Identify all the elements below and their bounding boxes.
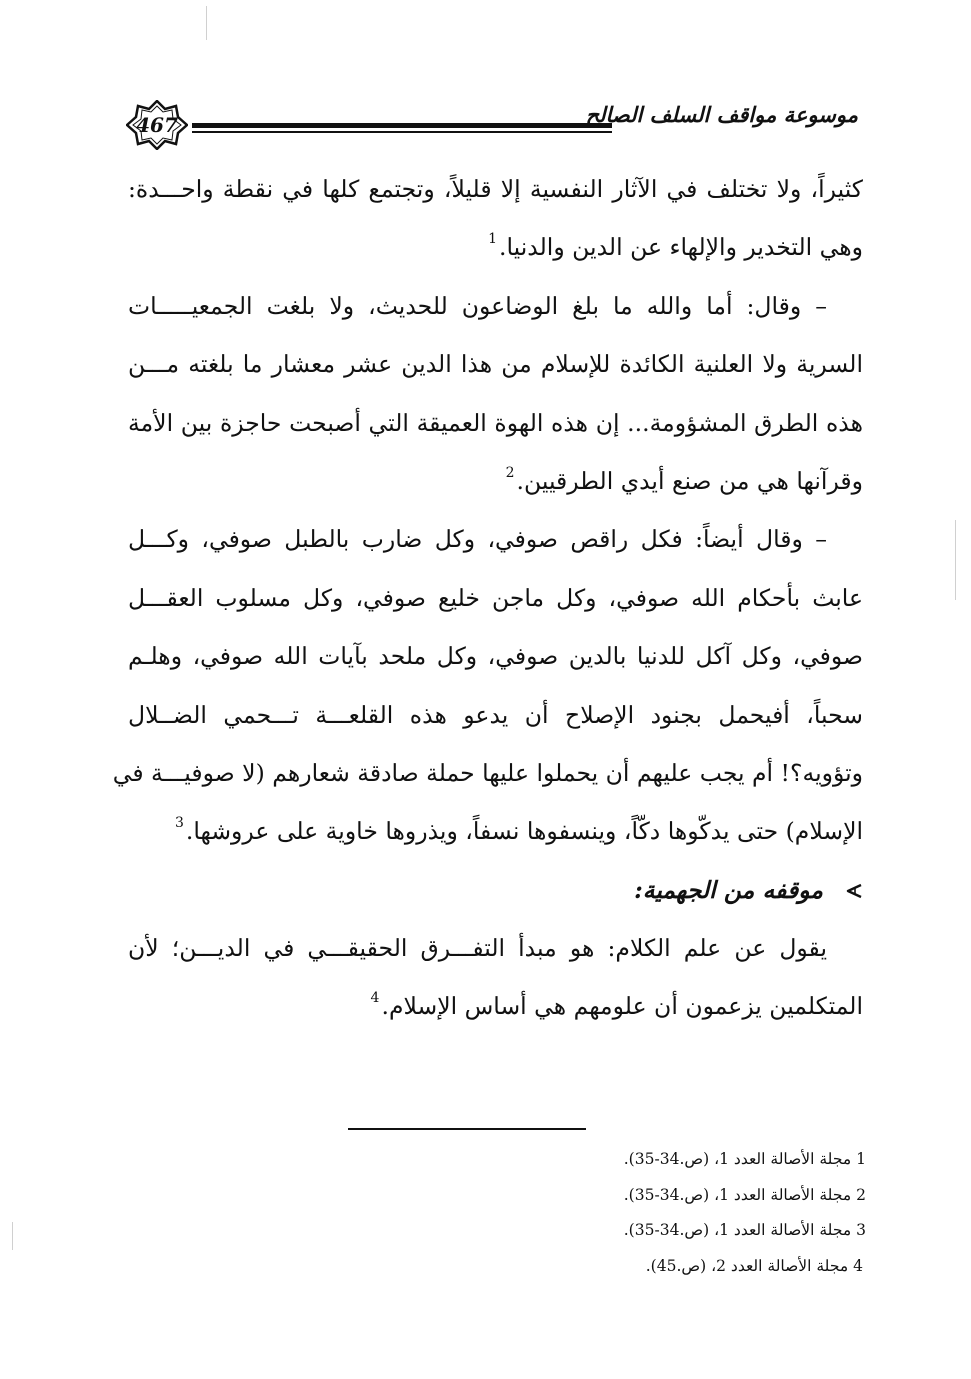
page-number: 467 — [136, 113, 178, 137]
arrow-marker-icon — [845, 883, 863, 899]
page-header — [118, 96, 858, 154]
footnote-number: 4 — [853, 1256, 863, 1275]
text-line-content: – وقال أيضاً: فكل راقص صوفي، وكل ضارب بالطبل صوفي، وكـــل — [128, 525, 827, 554]
text-line — [128, 394, 863, 452]
text-line — [128, 802, 863, 860]
footnote-item — [500, 1249, 866, 1285]
text-line — [128, 977, 863, 1035]
footnote-number: 2 — [856, 1185, 866, 1204]
footnote-item — [500, 1142, 866, 1178]
text-line — [128, 627, 863, 685]
text-line-content: وقرآنها هي من صنع أيدي الطرقيين. — [516, 466, 863, 495]
scan-mark-right — [955, 520, 956, 600]
text-line-content: المتكلمين يزعمون أن علومهم هي أساس الإسلام. — [381, 992, 863, 1021]
main-text — [112, 160, 863, 1036]
text-line-content: صوفي، وكل آكل للدنيا بالدين صوفي، وكل ملحد بآيات الله صوفي، وهلـم — [128, 642, 863, 671]
text-line — [128, 510, 863, 568]
footnote-ref[interactable]: 1 — [488, 231, 498, 248]
footnote-text: مجلة الأصالة العدد 1، (ص.34-35). — [623, 1185, 852, 1204]
text-line-content: – وقال: أما والله ما بلغ الوضاعون للحديث، ولا بلغت الجمعيـــــات — [128, 291, 827, 320]
footnote-text: مجلة الأصالة العدد 2، (ص.45). — [645, 1256, 849, 1275]
text-line — [128, 335, 863, 393]
section-heading: موقفه من الجهمية: — [634, 875, 823, 904]
text-line-content: هذه الطرق المشؤومة... إن هذه الهوة العميقة التي أصبحت حاجزة بين الأمة — [128, 408, 863, 437]
header-rule-thin — [192, 131, 612, 133]
section-heading-line — [128, 861, 863, 919]
header-rule — [192, 123, 612, 128]
text-line-content: يقول عن علم الكلام: هو مبدأ التفـــرق الحقيقـــي في الديـــن؛ لأن — [128, 934, 827, 963]
text-line — [128, 452, 863, 510]
footnote-ref[interactable]: 4 — [370, 990, 380, 1007]
footnote-number: 3 — [856, 1221, 866, 1239]
footnote-ref[interactable]: 3 — [174, 815, 184, 832]
footnote-item — [500, 1178, 866, 1214]
footnote-separator — [348, 1128, 586, 1130]
footnote-text: مجلة الأصالة العدد 1، (ص.34-35). — [623, 1221, 852, 1239]
text-line — [128, 160, 863, 218]
footnote-item — [500, 1213, 866, 1249]
text-line-content: الإسلام) حتى يدكّوها دكّاً، وينسفوها نسفاً، ويذروها خاوية على عروشها. — [185, 817, 863, 846]
text-line — [128, 277, 863, 335]
text-line — [128, 919, 863, 977]
text-line — [128, 218, 863, 276]
text-line — [128, 686, 863, 744]
series-title: موسوعة مواقف السلف الصالح — [585, 102, 858, 127]
footnote-text: مجلة الأصالة العدد 1، (ص.34-35). — [623, 1150, 852, 1168]
text-line-content: كثيراً، ولا تختلف في الآثار النفسية إلا قليلاً، وتجتمع كلها في نقطة واحـــدة: — [128, 175, 863, 203]
footnote-ref[interactable]: 2 — [505, 464, 515, 481]
text-line — [128, 569, 863, 627]
scan-mark-left — [12, 1222, 13, 1250]
text-line-content: عابث بأحكام الله صوفي، وكل ماجن خليع صوفي، وكل مسلوب العقـــل — [128, 583, 863, 612]
text-line-content: السرية ولا العلنية الكائدة للإسلام من هذا الدين عشر معشار ما بلغته مـــن — [128, 350, 863, 379]
footnote-number: 1 — [856, 1150, 866, 1168]
text-line — [112, 744, 863, 802]
text-line-content: وهي التخدير والإلهاء عن الدين والدنيا. — [499, 233, 863, 262]
text-line-content: وتؤويه؟! أم يجب عليهم أن يحملوا عليها حملة صادقة شعارهم (لا صوفيـــة في — [112, 758, 863, 787]
page-number-badge — [126, 100, 188, 150]
scan-mark-top — [206, 6, 207, 40]
footnotes — [500, 1142, 866, 1284]
text-line-content: سحباً، أفيحمل بجنود الإصلاح أن يدعو هذه القلعـــة تـــحمي الضــلال — [128, 700, 863, 729]
